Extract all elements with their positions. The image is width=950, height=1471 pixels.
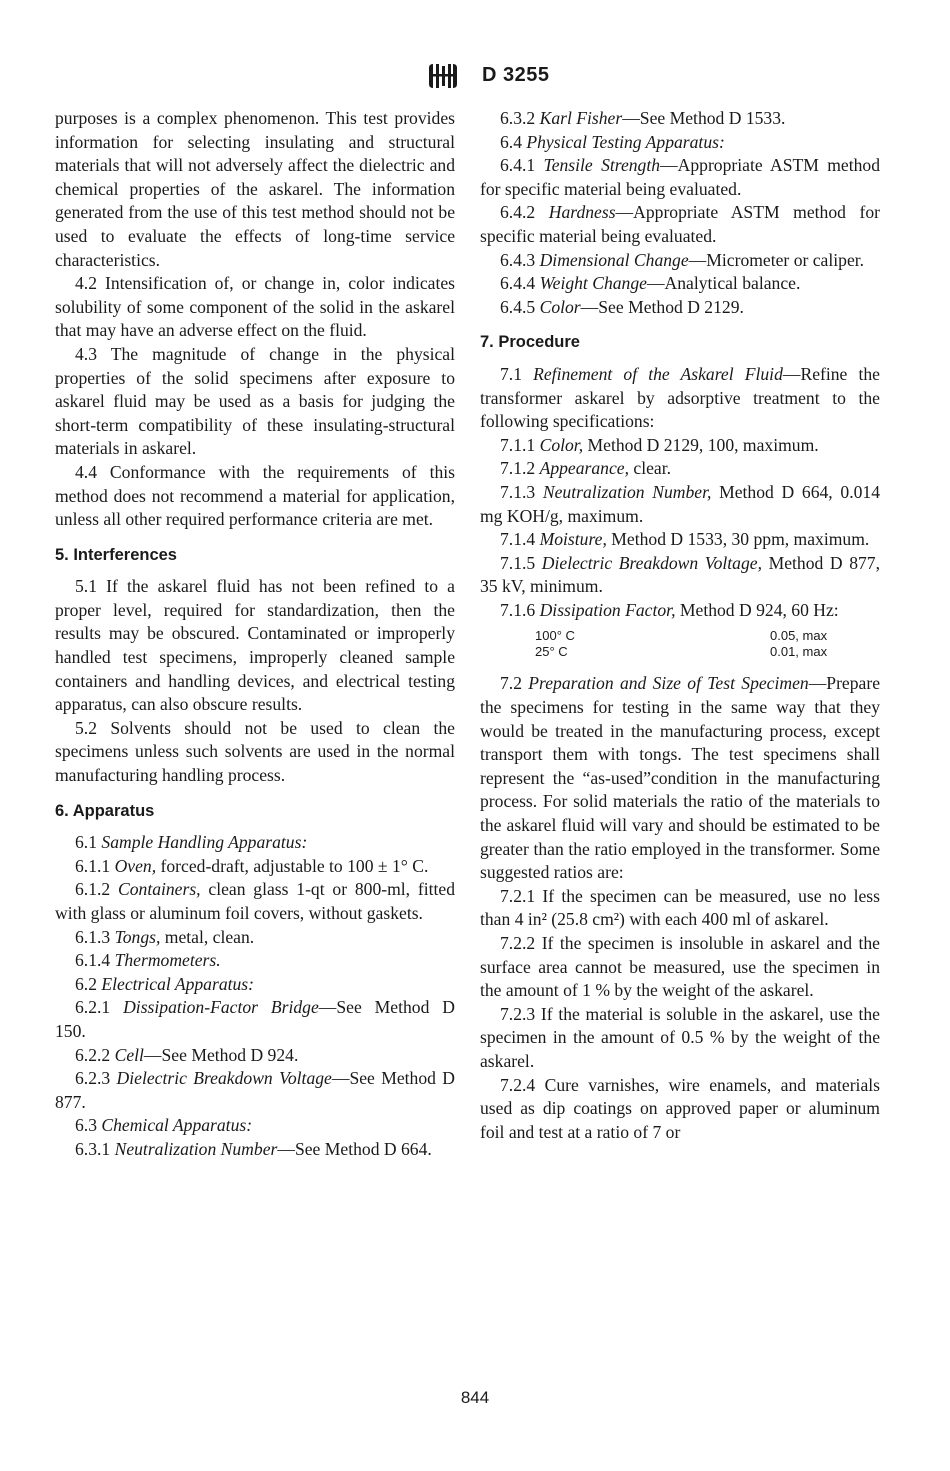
- temperature-cell: 25° C: [535, 644, 568, 660]
- paragraph: 7.2.1 If the specimen can be measured, use no less than 4 in² (25.8 cm²) with each 400 ml of askarel.: [480, 885, 880, 930]
- clause-number: 6.1: [75, 832, 102, 853]
- clause-title: Moisture,: [539, 529, 607, 550]
- clause-title: Weight Change: [539, 273, 647, 294]
- clause-number: 7.1: [500, 363, 534, 384]
- paragraph: [480, 457, 880, 481]
- clause-text: —Micrometer or caliper.: [688, 249, 865, 270]
- clause-number: 6.1.3: [75, 926, 115, 947]
- clause-text: Method D 664, 0.014 mg KOH/g, maximum.: [480, 481, 880, 526]
- clause-title: Dielectric Breakdown Voltage,: [541, 552, 762, 573]
- clause-number: 6.4.4: [500, 273, 540, 294]
- clause-number: 7.1.4: [500, 529, 540, 550]
- paragraph: [480, 599, 880, 623]
- clause-text: forced-draft, adjustable to 100 ± 1° C.: [156, 855, 429, 876]
- paragraph: 5.2 Solvents should not be used to clean the specimens unless such solvents are used in the normal manufacturing handling process.: [55, 717, 455, 786]
- paragraph: [480, 249, 880, 273]
- clause-text: —See Method D 664.: [277, 1138, 432, 1159]
- clause-title: Tongs,: [114, 926, 161, 947]
- clause-title: Physical Testing Apparatus:: [526, 131, 725, 152]
- left-column: [55, 107, 455, 1162]
- clause-title: Dielectric Breakdown Voltage: [116, 1068, 332, 1089]
- clause-title: Sample Handling Apparatus:: [101, 832, 308, 853]
- paragraph: [55, 1044, 455, 1068]
- clause-title: Thermometers.: [114, 950, 221, 971]
- section-heading: 7. Procedure: [480, 333, 580, 352]
- section-heading: 5. Interferences: [55, 545, 177, 564]
- clause-title: Dissipation-Factor Bridge: [123, 997, 319, 1018]
- paragraph: [55, 1138, 455, 1162]
- clause-number: 6.4.2: [500, 202, 549, 223]
- clause-title: Dimensional Change: [539, 249, 689, 270]
- paragraph: 7.2.2 If the specimen is insoluble in askarel and the surface area cannot be measured, use the specimen in the amount of 1 % by the weight of the askarel.: [480, 933, 880, 1001]
- clause-number: 6.3.1: [75, 1138, 115, 1159]
- clause-number: 6.4: [500, 131, 527, 152]
- clause-number: 6.2: [75, 973, 102, 994]
- clause-text: Method D 2129, 100, maximum.: [583, 434, 819, 455]
- dissipation-factor-table: [480, 628, 880, 660]
- clause-text: —See Method D 2129.: [580, 296, 744, 317]
- clause-text: —Analytical balance.: [646, 273, 801, 294]
- paragraph: [480, 481, 880, 528]
- clause-number: 7.1.5: [500, 552, 542, 573]
- clause-number: 6.2.1: [75, 997, 124, 1018]
- clause-text: —See Method D 150.: [55, 997, 455, 1041]
- clause-text: Method D 924, 60 Hz:: [675, 599, 839, 620]
- paragraph: [480, 296, 880, 320]
- paragraph: 4.3 The magnitude of change in the physical properties of the solid specimens after exposure to askarel fluid may be used as a basis for judging the short-term compatibility of these insulating-structural materials in askarel.: [55, 343, 455, 459]
- paragraph: 7.2.3 If the material is soluble in the askarel, use the specimen in the amount of 0.5 % by the weight of the askarel.: [480, 1003, 880, 1071]
- temperature-cell: 100° C: [535, 628, 575, 644]
- paragraph: [480, 272, 880, 296]
- clause-title: Containers,: [117, 879, 201, 900]
- paragraph: [55, 878, 455, 925]
- paragraph: [55, 855, 455, 879]
- paragraph: [55, 831, 455, 855]
- clause-number: 7.1.6: [500, 599, 540, 620]
- paragraph: [480, 552, 880, 599]
- clause-text: clear.: [629, 458, 671, 479]
- clause-title: Neutralization Number,: [542, 481, 712, 502]
- clause-text: —Refine the transformer askarel by adsorptive treatment to the following specifications:: [480, 363, 880, 432]
- clause-title: Tensile Strength: [543, 155, 661, 176]
- paragraph: [480, 363, 880, 434]
- clause-number: 6.2.3: [75, 1068, 117, 1089]
- clause-title: Chemical Apparatus:: [101, 1115, 253, 1136]
- clause-text: —See Method D 1533.: [622, 108, 786, 128]
- clause-title: Appearance,: [539, 458, 629, 479]
- section-heading: 6. Apparatus: [55, 801, 155, 820]
- clause-number: 6.4.3: [500, 249, 540, 270]
- clause-title: Karl Fisher: [539, 108, 623, 128]
- clause-title: Color: [539, 296, 581, 317]
- paragraph: 4.4 Conformance with the requirements of this method does not recommend a material for application, unless all other required performance criteria are met.: [55, 461, 455, 530]
- clause-number: 6.3.2: [500, 108, 540, 128]
- clause-text: —See Method D 877.: [55, 1068, 456, 1112]
- clause-title: Neutralization Number: [114, 1138, 278, 1159]
- clause-title: Oven,: [114, 855, 157, 876]
- clause-text: —Appropriate ASTM method for specific material being evaluated.: [480, 155, 880, 199]
- paragraph: 5.1 If the askarel fluid has not been refined to a proper level, required for standardization, then the results may be obscured. Contaminated or improperly handled test specimens, improperly cleaned sample containers and handling devices, and electrical testing apparatus, can also obscure results.: [55, 576, 455, 715]
- value-cell: 0.05, max: [770, 628, 828, 644]
- page-number: 844: [460, 1388, 490, 1407]
- clause-text: metal, clean.: [160, 926, 255, 947]
- paragraph: [55, 949, 455, 973]
- paragraph: [55, 973, 455, 997]
- clause-number: 6.3: [75, 1115, 102, 1136]
- clause-title: Color,: [539, 434, 584, 455]
- clause-number: 7.2: [500, 673, 529, 694]
- clause-title: Hardness: [548, 202, 616, 223]
- clause-number: 6.1.1: [75, 855, 115, 876]
- paragraph: [480, 107, 880, 131]
- clause-number: 6.4.5: [500, 296, 540, 317]
- astm-logo: [425, 62, 461, 90]
- clause-title: Refinement of the Askarel Fluid: [533, 363, 783, 384]
- clause-title: Dissipation Factor,: [539, 599, 676, 620]
- paragraph: 7.2.4 Cure varnishes, wire enamels, and materials used as dip coatings on approved paper or aluminum foil and test at a ratio of 7 or: [480, 1074, 880, 1142]
- clause-number: 6.2.2: [75, 1044, 115, 1065]
- clause-number: 6.1.2: [75, 879, 118, 900]
- clause-text: —See Method D 924.: [143, 1044, 299, 1065]
- clause-number: 7.1.1: [500, 434, 540, 455]
- clause-title: Preparation and Size of Test Specimen: [528, 673, 809, 694]
- clause-title: Cell: [114, 1044, 144, 1065]
- paragraph: 4.2 Intensification of, or change in, color indicates solubility of some component of the solid in the askarel that may have an adverse effect on the fluid.: [55, 273, 455, 341]
- paragraph: [480, 201, 880, 248]
- paragraph: [480, 528, 880, 552]
- clause-text: clean glass 1-qt or 800-ml, fitted with glass or aluminum foil covers, without gaskets.: [55, 879, 455, 923]
- paragraph: purposes is a complex phenomenon. This test provides information for selecting insulating and structural materials that will not adversely affect the dielectric and chemical properties of the askarel. The information generated from the use of this test method should not be used to evaluate the effects of long-time service characteristics.: [55, 108, 455, 270]
- paragraph: [55, 996, 455, 1043]
- document-number: D 3255: [482, 64, 550, 86]
- paragraph: [55, 926, 455, 950]
- clause-text: Method D 1533, 30 ppm, maximum.: [606, 529, 870, 550]
- paragraph: [480, 434, 880, 458]
- paragraph: [55, 1114, 455, 1138]
- clause-number: 7.1.3: [500, 481, 543, 502]
- table-row: [480, 628, 880, 644]
- clause-text: —Appropriate ASTM method for specific material being evaluated.: [480, 202, 880, 246]
- clause-text: Method D 877, 35 kV, minimum.: [480, 552, 880, 597]
- table-row: [480, 644, 880, 660]
- clause-number: 6.4.1: [500, 155, 544, 176]
- clause-number: 7.1.2: [500, 458, 540, 479]
- paragraph: [480, 672, 880, 884]
- page-header: [0, 62, 950, 92]
- clause-text: —Prepare the specimens for testing in the same way that they would be treated in the manufacturing process, except transport them with tongs. The test specimens shall represent the “as-used”condition in the manufacturing process. For solid materials the ratio of the materials to the askarel fluid will vary and should be estimated to be greater than the ratio employed in the transformer. Some suggested ratios are:: [480, 673, 881, 883]
- paragraph: [55, 1067, 455, 1114]
- clause-number: 6.1.4: [75, 950, 115, 971]
- clause-title: Electrical Apparatus:: [101, 973, 255, 994]
- right-column: [480, 107, 880, 1144]
- paragraph: [480, 131, 880, 155]
- paragraph: [480, 154, 880, 201]
- value-cell: 0.01, max: [770, 644, 828, 660]
